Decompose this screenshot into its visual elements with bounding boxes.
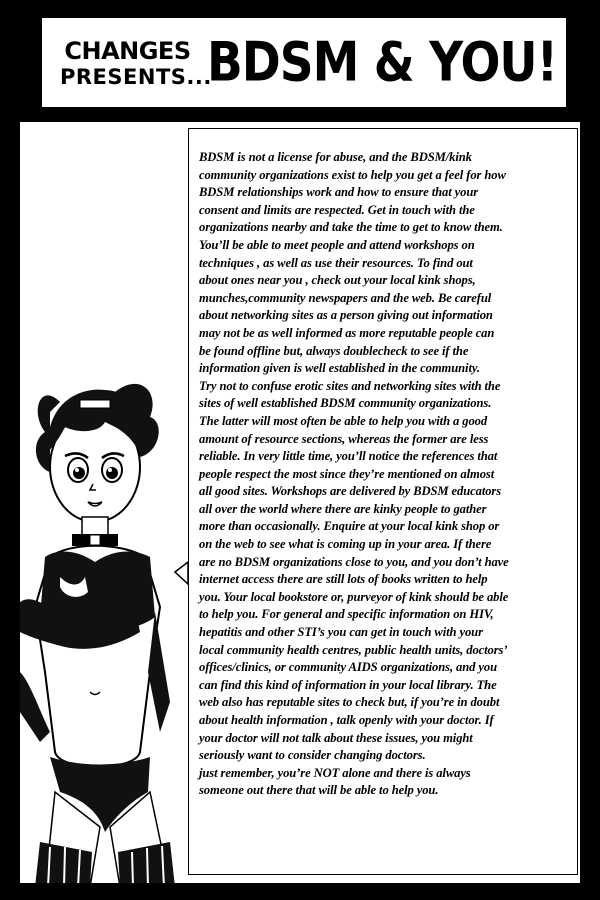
speech-text-box <box>188 128 578 875</box>
brand-block <box>60 37 212 90</box>
page-title: BDSM & YOU! <box>206 30 558 95</box>
presents-label: PRESENTS... <box>60 65 212 89</box>
title-banner <box>40 16 568 109</box>
brand-name: CHANGES <box>64 37 191 65</box>
article-body: BDSM is not a license for abuse, and the BDSM/kink community organizations exist to help you get a feel for how BDSM relationships work and how to ensure that your consent and limits are respected. Get in touch with the organizations nearby and take the time to get to know them. You’ll be able to meet people and attend workshops on techniques , as well as use their resources. To find out about ones near you , check out your local kink shops, munches,community newspapers and the web. Be careful about networking sites as a person giving out information may not be as well informed as more reputable people can be found offline but, always doublecheck to see if the information given is well established in the community. Try not to confuse erotic sites and networking sites with the sites of well established BDSM community organizations. The latter will most often be able to help you with a good amount of resource sections, whereas the former are less reliable. In very little time, you’ll notice the references that people respect the most since they’re mentioned on almost all good sites. Workshops are delivered by BDSM educators all over the world where there are kinky people to gather more than occasionally. Enquire at your local kink shop or on the web to see what is coming up in your area. If there are no BDSM organizations close to you, and you don’t have internet access there are still lots of books written to help you. Your local bookstore or, purveyor of kink should be able to help you. For general and specific information on HIV, hepatitis and other STI’s you can get in touch with your local community health centres, public health units, doctors’ offices/clinics, or community AIDS organizations, and you can find this kind of information in your local library. The web also has reputable sites to check but, if you’re in doubt about health information , talk openly with your doctor. If your doctor will not talk about these issues, you might seriously want to consider changing doctors. just remember, you’re NOT alone and there is always someone out there that will be able to help you. <box>199 150 509 798</box>
comic-panel <box>18 120 582 885</box>
